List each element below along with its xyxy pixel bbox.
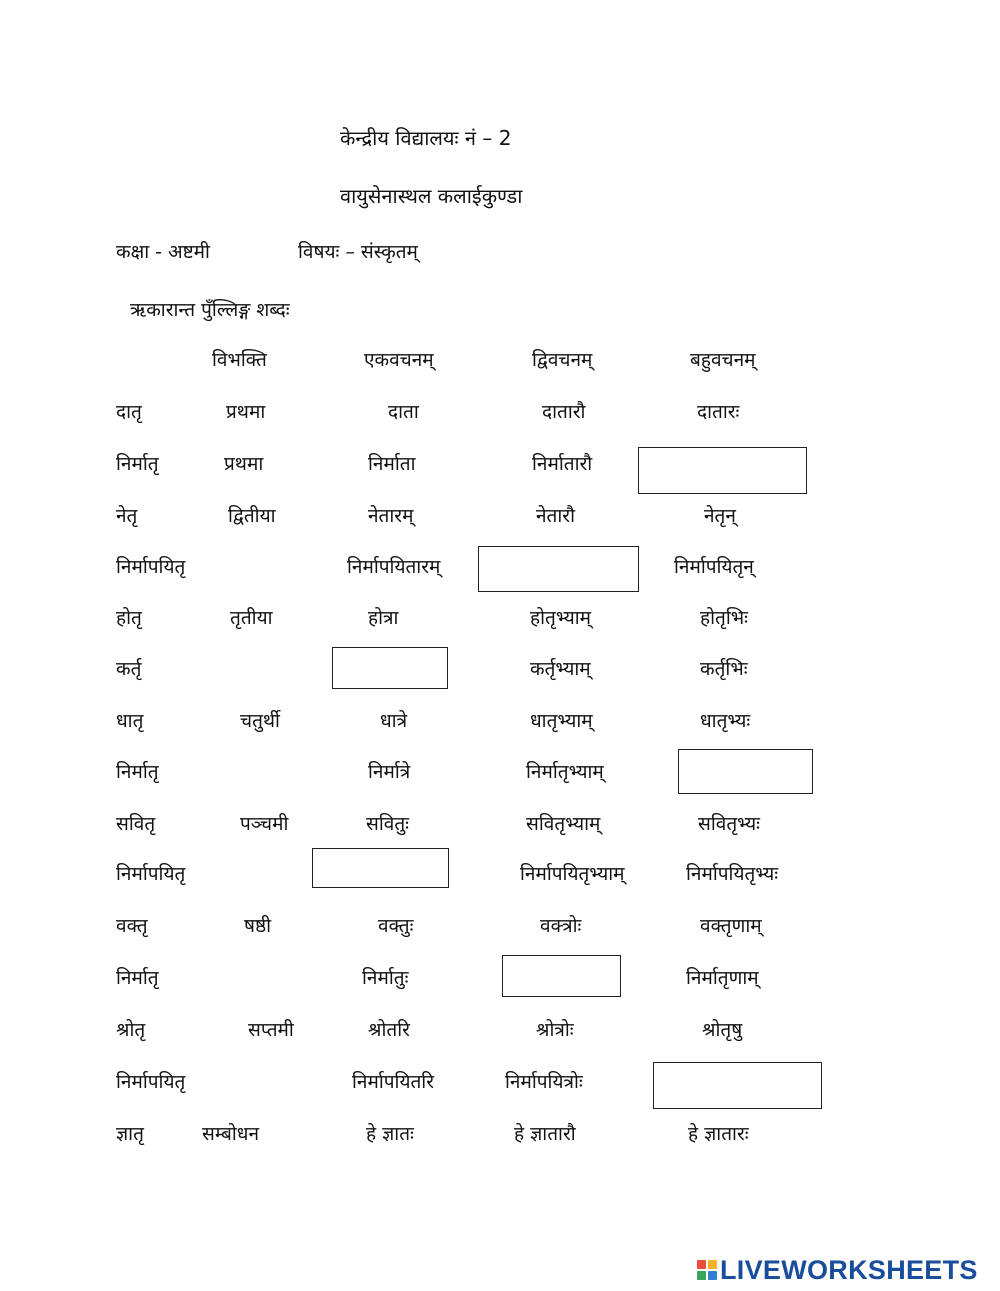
row-ekavachanam: निर्मातुः — [362, 967, 409, 989]
row-word: नेतृ — [116, 505, 138, 527]
row-word: होतृ — [116, 607, 142, 629]
row-dvivachanam: निर्मापयितृभ्याम् — [520, 863, 625, 885]
row-ekavachanam: वक्तुः — [378, 915, 414, 937]
row-bahuvachanam: निर्मातृणाम् — [686, 967, 759, 989]
row-dvivachanam: निर्मातृभ्याम् — [526, 761, 604, 783]
row-word: कर्तृ — [116, 658, 142, 680]
column-header-vibhakti: विभक्ति — [212, 349, 267, 371]
row-bahuvachanam: होतृभिः — [700, 607, 748, 629]
row-word: दातृ — [116, 401, 142, 423]
row-bahuvachanam: सवितृभ्यः — [698, 813, 760, 835]
row-word: ज्ञातृ — [116, 1123, 144, 1145]
row-ekavachanam: हे ज्ञातः — [366, 1123, 414, 1145]
row-dvivachanam: सवितृभ्याम् — [526, 813, 601, 835]
row-dvivachanam: नेतारौ — [536, 505, 575, 527]
row-vibhakti: पञ्चमी — [240, 813, 289, 835]
row-vibhakti: द्वितीया — [228, 505, 276, 527]
school-name: केन्द्रीय विद्यालयः नं – 2 — [340, 126, 512, 150]
row-dvivachanam: दातारौ — [542, 401, 586, 423]
row-dvivachanam: कर्तृभ्याम् — [530, 658, 591, 680]
class-label: कक्षा - अष्टमी — [116, 241, 210, 263]
row-bahuvachanam: हे ज्ञातारः — [688, 1123, 749, 1145]
row-ekavachanam: दाता — [388, 401, 419, 423]
row-dvivachanam: हे ज्ञातारौ — [514, 1123, 576, 1145]
row-vibhakti: प्रथमा — [226, 401, 266, 423]
row-ekavachanam: निर्मापयितारम् — [347, 556, 441, 578]
row-ekavachanam: धात्रे — [380, 710, 408, 732]
answer-input-nirmapayitr-saptami-bahuvachanam[interactable] — [653, 1062, 822, 1109]
row-ekavachanam: श्रोतरि — [368, 1019, 410, 1041]
row-dvivachanam: होतृभ्याम् — [530, 607, 592, 629]
row-bahuvachanam: वक्तृणाम् — [700, 915, 762, 937]
row-bahuvachanam: निर्मापयितृन् — [674, 556, 754, 578]
row-bahuvachanam: धातृभ्यः — [700, 710, 751, 732]
row-word: निर्मापयितृ — [116, 556, 186, 578]
row-bahuvachanam: दातारः — [697, 401, 740, 423]
row-vibhakti: प्रथमा — [224, 453, 264, 475]
row-vibhakti: चतुर्थी — [240, 710, 280, 732]
row-word: धातृ — [116, 710, 144, 732]
answer-input-nirmatr-bahuvachanam[interactable] — [638, 447, 807, 494]
answer-input-nirmatr-chaturthi-bahuvachanam[interactable] — [678, 749, 813, 794]
row-word: सवितृ — [116, 813, 156, 835]
row-vibhakti: सम्बोधन — [202, 1123, 260, 1145]
row-bahuvachanam: श्रोतृषु — [702, 1019, 743, 1041]
logo-text: LIVEWORKSHEETS — [720, 1254, 978, 1285]
row-vibhakti: सप्तमी — [248, 1019, 294, 1041]
row-word: निर्मातृ — [116, 453, 159, 475]
row-word: वक्तृ — [116, 915, 148, 937]
liveworksheets-logo — [697, 1255, 978, 1285]
station-name: वायुसेनास्थल कलाईकुण्डा — [340, 184, 523, 208]
row-ekavachanam: होत्रा — [368, 607, 399, 629]
answer-input-kartr-ekavachanam[interactable] — [332, 647, 448, 689]
column-header-dvivachanam: द्विवचनम् — [532, 349, 593, 371]
row-word: श्रोतृ — [116, 1019, 146, 1041]
row-ekavachanam: निर्माता — [368, 453, 416, 475]
row-bahuvachanam: कर्तृभिः — [700, 658, 748, 680]
row-ekavachanam: नेतारम् — [368, 505, 414, 527]
row-bahuvachanam: नेतृन् — [704, 505, 736, 527]
row-word: निर्मातृ — [116, 967, 159, 989]
row-word: निर्मातृ — [116, 761, 159, 783]
row-ekavachanam: सवितुः — [366, 813, 409, 835]
column-header-bahuvachanam: बहुवचनम् — [690, 349, 756, 371]
row-dvivachanam: निर्मापयित्रोः — [505, 1071, 583, 1093]
row-dvivachanam: वक्त्रोः — [540, 915, 582, 937]
answer-input-nirmapayitr-dvivachanam[interactable] — [478, 546, 639, 592]
subject-label: विषयः – संस्कृतम् — [298, 241, 418, 263]
row-dvivachanam: धातृभ्याम् — [530, 710, 593, 732]
answer-input-nirmatr-shashthi-dvivachanam[interactable] — [502, 955, 621, 997]
row-dvivachanam: श्रोत्रोः — [536, 1019, 574, 1041]
column-header-ekavachanam: एकवचनम् — [364, 349, 434, 371]
row-dvivachanam: निर्मातारौ — [532, 453, 593, 475]
row-ekavachanam: निर्मात्रे — [368, 761, 411, 783]
logo-tiles-icon — [697, 1260, 717, 1280]
answer-input-nirmapayitr-panchami-ekavachanam[interactable] — [312, 848, 449, 888]
row-word: निर्मापयितृ — [116, 1071, 186, 1093]
row-vibhakti: षष्ठी — [244, 915, 272, 937]
row-ekavachanam: निर्मापयितरि — [352, 1071, 435, 1093]
row-bahuvachanam: निर्मापयितृभ्यः — [686, 863, 779, 885]
topic-heading: ऋकारान्त पुँल्लिङ्ग शब्दः — [130, 299, 290, 321]
row-word: निर्मापयितृ — [116, 863, 186, 885]
row-vibhakti: तृतीया — [230, 607, 273, 629]
